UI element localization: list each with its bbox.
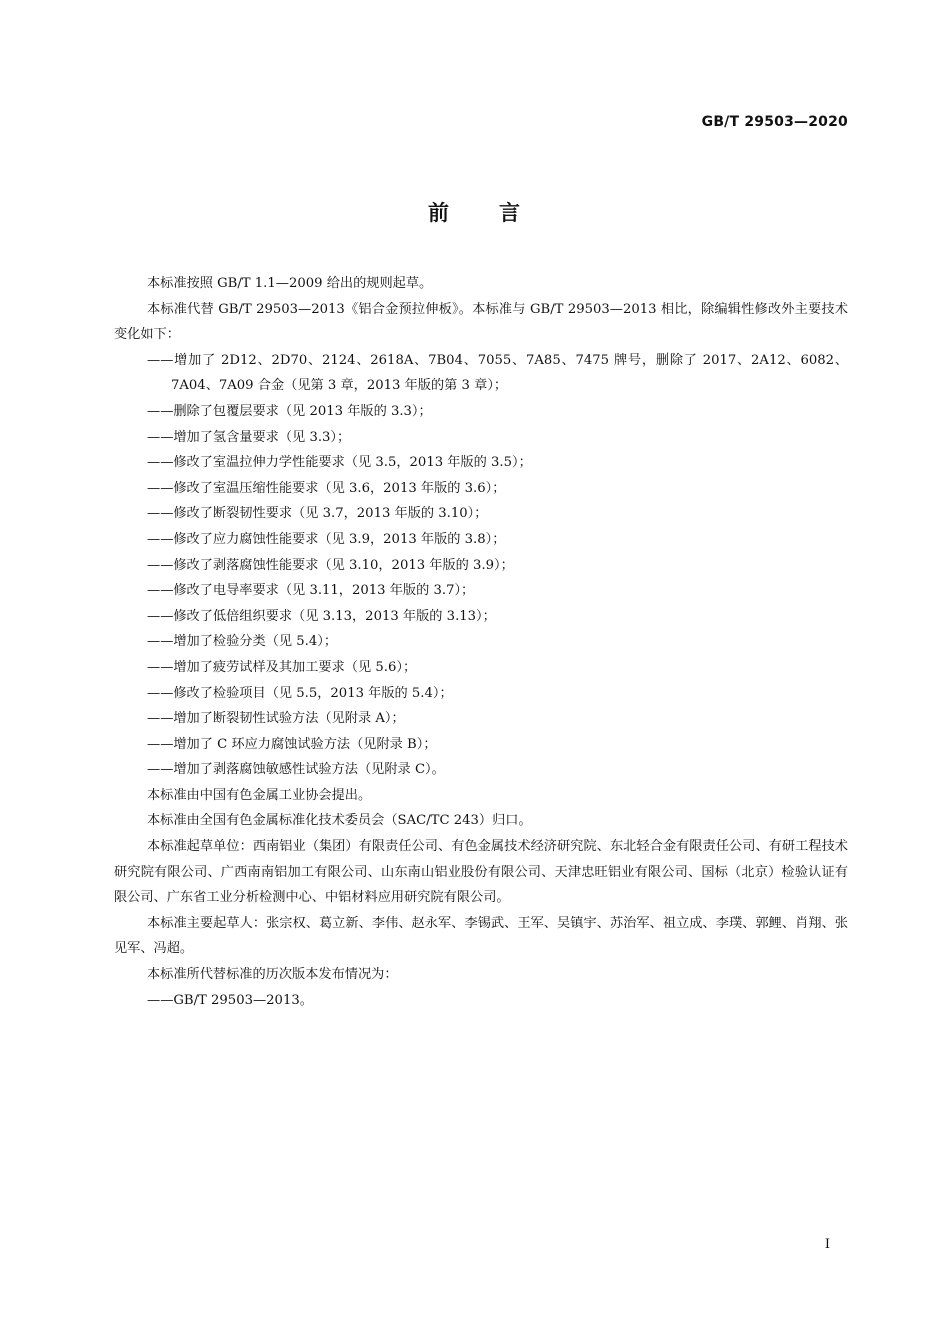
- change-item: ——增加了断裂韧性试验方法（见附录 A）；: [147, 711, 405, 727]
- change-item: ——修改了电导率要求（见 3.11，2013 年版的 3.7）；: [147, 583, 475, 599]
- standard-number: GB/T 29503—2020: [701, 114, 848, 130]
- change-item: ——修改了检验项目（见 5.5，2013 年版的 5.4）；: [147, 685, 453, 701]
- paragraph-drafters: 本标准主要起草人：张宗权、葛立新、李伟、赵永军、李锡武、王军、吴镇宇、苏治军、祖立成、李璞、郭鲤、肖翔、张见军、冯超。: [114, 915, 848, 957]
- foreword-body: [114, 271, 848, 1013]
- paragraph-replacement: 本标准代替 GB/T 29503—2013《铝合金预拉伸板》。本标准与 GB/T 29503—2013 相比，除编辑性修改外主要技术变化如下：: [114, 301, 848, 343]
- change-item: ——修改了室温拉伸力学性能要求（见 3.5，2013 年版的 3.5）；: [147, 455, 532, 471]
- title-char-2: 言: [499, 201, 522, 225]
- paragraph-history-intro: 本标准所代替标准的历次版本发布情况为：: [147, 967, 398, 983]
- change-item: ——增加了 C 环应力腐蚀试验方法（见附录 B）；: [147, 736, 437, 752]
- change-item: ——增加了检验分类（见 5.4）；: [147, 634, 338, 650]
- change-item: ——修改了断裂韧性要求（见 3.7，2013 年版的 3.10）；: [147, 506, 488, 522]
- change-item: ——增加了 2D12、2D70、2124、2618A、7B04、7055、7A85、7475 牌号，删除了 2017、2A12、6082、7A04、7A09 合金（见第 3 章，2013 年版的第 3 章）；: [147, 352, 848, 394]
- change-item: ——增加了氢含量要求（见 3.3）；: [147, 429, 351, 445]
- change-item: ——增加了疲劳试样及其加工要求（见 5.6）；: [147, 659, 417, 675]
- change-item: ——修改了应力腐蚀性能要求（见 3.9，2013 年版的 3.8）；: [147, 531, 506, 547]
- paragraph-proposed-by: 本标准由中国有色金属工业协会提出。: [147, 787, 372, 803]
- change-item: ——删除了包覆层要求（见 2013 年版的 3.3）；: [147, 403, 432, 419]
- change-item: ——修改了室温压缩性能要求（见 3.6，2013 年版的 3.6）；: [147, 480, 506, 496]
- history-item: ——GB/T 29503—2013。: [147, 992, 313, 1008]
- page-number: I: [824, 1237, 830, 1252]
- paragraph-drafting-rules: 本标准按照 GB/T 1.1—2009 给出的规则起草。: [147, 276, 433, 291]
- page-title: [0, 197, 950, 227]
- title-char-1: 前: [428, 201, 451, 225]
- paragraph-managed-by: 本标准由全国有色金属标准化技术委员会（SAC/TC 243）归口。: [147, 813, 532, 829]
- change-item: ——增加了剥落腐蚀敏感性试验方法（见附录 C）。: [147, 762, 445, 778]
- change-item: ——修改了低倍组织要求（见 3.13，2013 年版的 3.13）；: [147, 608, 496, 624]
- change-item: ——修改了剥落腐蚀性能要求（见 3.10，2013 年版的 3.9）；: [147, 557, 514, 573]
- paragraph-drafting-units: 本标准起草单位：西南铝业（集团）有限责任公司、有色金属技术经济研究院、东北轻合金有限责任公司、有研工程技术研究院有限公司、广西南南铝加工有限公司、山东南山铝业股份有限公司、天津忠旺铝业有限公司、国标（北京）检验认证有限公司、广东省工业分析检测中心、中铝材料应用研究院有限公司。: [114, 839, 848, 906]
